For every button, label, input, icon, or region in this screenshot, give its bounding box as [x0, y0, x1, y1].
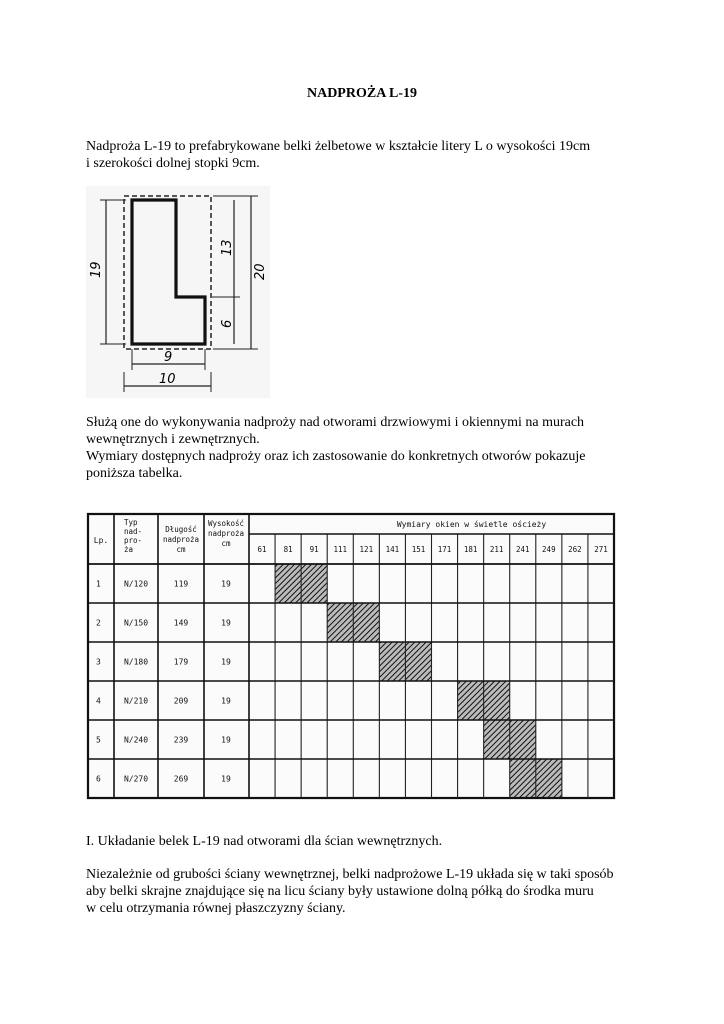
hatched-cell: [379, 642, 405, 681]
dim-label-19: 19: [89, 261, 104, 278]
row-typ: N/180: [123, 657, 149, 667]
header-typ: Typ: [124, 518, 138, 527]
row-lp: 6: [96, 774, 101, 784]
l-profile-drawing: [86, 186, 270, 398]
opening-size-label: 211: [489, 545, 504, 554]
row-dlugosc: 179: [173, 657, 189, 667]
row-wysokosc: 19: [221, 735, 231, 745]
dim-label-20: 20: [253, 263, 268, 280]
header-wysokosc: cm: [221, 539, 231, 548]
section-1-heading-text: I. Układanie belek L-19 nad otworami dla ścian wewnętrznych.: [86, 834, 443, 849]
row-typ: N/270: [123, 774, 149, 784]
hatched-cell: [327, 603, 353, 642]
row-dlugosc: 209: [173, 696, 189, 706]
lintel-table-svg: [86, 512, 616, 800]
row-lp: 5: [96, 735, 101, 745]
hatched-cell: [484, 681, 510, 720]
row-typ: N/150: [123, 618, 149, 628]
header-typ: nad-: [124, 527, 143, 536]
header-dlugosc: cm: [176, 545, 186, 554]
hatched-cell: [405, 642, 431, 681]
header-typ: ża: [124, 545, 134, 554]
header-wysokosc: nadproża: [207, 529, 245, 538]
opening-size-label: 81: [283, 545, 293, 554]
intro-line-1: Nadproża L-19 to prefabrykowane belki żelbetowe w kształcie litery L o wysokości 19cm: [86, 139, 591, 154]
usage-paragraph: [86, 414, 646, 482]
page-title: NADPROŻA L-19: [306, 86, 418, 101]
row-wysokosc: 19: [221, 657, 231, 667]
opening-size-label: 111: [333, 545, 348, 554]
hatched-cell: [301, 564, 327, 603]
row-dlugosc: 239: [173, 735, 189, 745]
hatched-cell: [536, 759, 562, 798]
opening-size-label: 121: [359, 545, 374, 554]
header-openings: Wymiary okien w świetle ościeży: [396, 520, 547, 529]
row-lp: 1: [96, 579, 101, 589]
row-typ: N/210: [123, 696, 149, 706]
usage-line-3: Wymiary dostępnych nadproży oraz ich zastosowanie do konkretnych otworów pokazuje: [86, 449, 586, 464]
l-shape-outline: [132, 200, 205, 344]
dim-label-6: 6: [220, 319, 235, 328]
opening-size-label: 61: [257, 545, 267, 554]
hatched-cell: [510, 720, 536, 759]
opening-size-label: 171: [437, 545, 452, 554]
hatched-cell: [353, 603, 379, 642]
hatched-cell: [510, 759, 536, 798]
header-dlugosc: Długość: [165, 525, 197, 534]
opening-size-label: 181: [463, 545, 478, 554]
row-lp: 3: [96, 657, 101, 667]
row-dlugosc: 119: [173, 579, 189, 589]
opening-size-label: 141: [385, 545, 400, 554]
usage-line-4: poniższa tabelka.: [86, 466, 183, 481]
row-lp: 2: [96, 618, 101, 628]
usage-line-1: Służą one do wykonywania nadproży nad otworami drzwiowymi i okiennymi na murach: [86, 415, 585, 430]
row-typ: N/240: [123, 735, 149, 745]
usage-line-2: wewnętrznych i zewnętrznych.: [86, 432, 260, 447]
row-lp: 4: [96, 696, 101, 706]
header-typ: pro-: [124, 536, 143, 545]
opening-size-label: 271: [594, 545, 608, 554]
section-1-line-1: Niezależnie od grubości ściany wewnętrznej, belki nadprożowe L-19 układa się w taki sposób: [86, 867, 614, 882]
hatched-cell: [458, 681, 484, 720]
row-wysokosc: 19: [221, 618, 231, 628]
header-wysokosc: Wysokość: [207, 519, 245, 528]
lintel-table: [86, 512, 616, 800]
opening-size-label: 241: [515, 545, 530, 554]
dim-label-9: 9: [164, 350, 173, 365]
row-wysokosc: 19: [221, 579, 231, 589]
outer-dashed-box: [124, 196, 211, 349]
hatched-cell: [484, 720, 510, 759]
section-1-heading: [86, 833, 646, 850]
dim-label-10: 10: [159, 372, 176, 387]
opening-size-label: 151: [411, 545, 426, 554]
row-typ: N/120: [123, 579, 149, 589]
l-profile-svg: [86, 186, 270, 398]
intro-line-2: i szerokości dolnej stopki 9cm.: [86, 156, 260, 171]
intro-paragraph: [86, 138, 646, 172]
row-wysokosc: 19: [221, 774, 231, 784]
header-lp: Lp.: [93, 536, 109, 545]
row-dlugosc: 149: [173, 618, 189, 628]
header-dlugosc: nadproża: [162, 535, 200, 544]
opening-size-label: 91: [309, 545, 319, 554]
section-1-line-2: aby belki skrajne znajdujące się na licu ściany były ustawione dolną półką do środka muru: [86, 884, 594, 899]
row-wysokosc: 19: [221, 696, 231, 706]
opening-size-label: 249: [542, 545, 556, 554]
section-1-body: [86, 866, 646, 917]
opening-size-label: 262: [568, 545, 582, 554]
section-1-line-3: w celu otrzymania równej płaszczyzny ściany.: [86, 901, 346, 916]
hatched-cell: [275, 564, 301, 603]
dim-label-13: 13: [220, 239, 235, 256]
row-dlugosc: 269: [173, 774, 189, 784]
